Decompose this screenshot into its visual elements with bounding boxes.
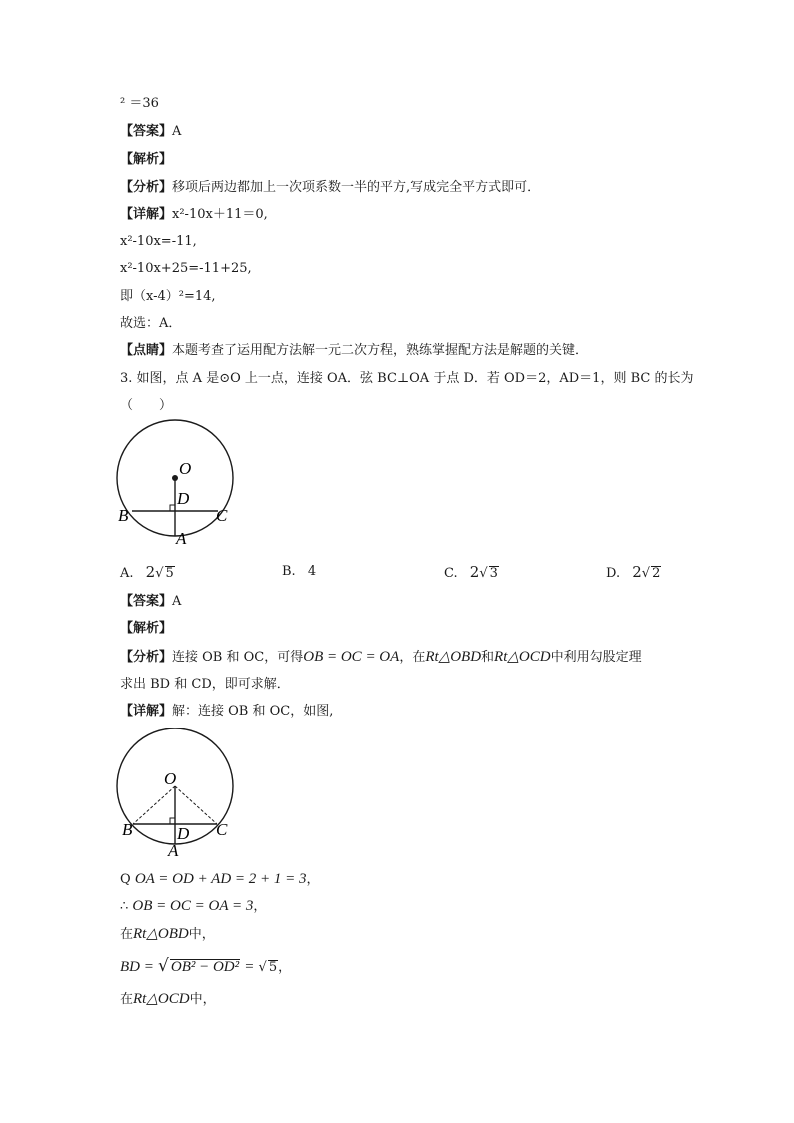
analysis-line	[120, 180, 540, 196]
label-o: O	[179, 459, 192, 478]
step-line: x²-10x=-11,	[120, 234, 197, 249]
detail-tag: 【详解】	[120, 704, 173, 719]
question-3-paren: （ ）	[120, 398, 173, 413]
option-d-label: D.	[606, 566, 621, 581]
analysis-tag: 【分析】	[120, 180, 173, 195]
label-o: O	[164, 769, 177, 788]
sqrt-sign: √	[479, 566, 488, 581]
option-a-radicand: 5	[165, 566, 174, 581]
analysis-equation: OB = OC = OA	[303, 649, 400, 665]
label-c: C	[216, 820, 228, 839]
label-b: B	[118, 506, 129, 525]
step-5-text: 在	[120, 992, 134, 1007]
step-line: 即（x-4）²=14,	[120, 289, 216, 304]
analysis-heading: 【解析】	[120, 152, 173, 167]
label-c: C	[216, 506, 228, 525]
option-c	[444, 564, 499, 582]
step-3	[120, 926, 215, 943]
answer-value: A	[172, 124, 182, 139]
step-3-text: 中，	[188, 927, 215, 942]
detail-text: x²-10x＋11＝0,	[172, 207, 268, 222]
answer-line-2	[120, 594, 181, 610]
right-angle-mark	[170, 505, 175, 511]
segment-ob	[133, 786, 175, 824]
analysis-text: ，在	[399, 650, 426, 665]
option-a	[120, 564, 175, 582]
option-d-coef: 2	[632, 563, 642, 581]
answer-tag: 【答案】	[120, 594, 173, 609]
sqrt-sign: √	[258, 960, 267, 975]
step-4-equals: =	[244, 959, 255, 975]
center-point	[172, 475, 178, 481]
option-c-coef: 2	[469, 563, 480, 581]
analysis-tag: 【分析】	[120, 650, 173, 665]
step-4-lhs: BD =	[120, 959, 154, 975]
triangle-obd: Rt△OBD	[133, 926, 189, 942]
analysis-continuation: 求出 BD 和 CD，即可求解．	[120, 677, 290, 692]
step-4-result: 5	[268, 960, 278, 975]
detail-line	[120, 207, 268, 223]
step-4-end: ，	[278, 960, 292, 975]
label-a: A	[168, 841, 179, 860]
label-d: D	[177, 489, 190, 508]
comment-line	[120, 343, 588, 359]
circle-figure-1	[112, 418, 242, 553]
segment-oc	[175, 786, 217, 824]
sqrt-sign: √	[155, 566, 164, 581]
sqrt-sign: √	[641, 566, 651, 581]
option-a-label: A.	[120, 566, 134, 581]
right-angle-mark	[170, 818, 175, 824]
triangle-obd: Rt△OBD	[425, 649, 482, 665]
step-line: 故选：A．	[120, 316, 182, 331]
step-2-equation: OB = OC = OA = 3	[132, 898, 254, 914]
step-2	[120, 898, 266, 915]
label-a: A	[176, 529, 187, 548]
analysis-line-2	[120, 649, 642, 666]
therefore-symbol: ∴	[120, 899, 129, 914]
step-1-end: ，	[306, 872, 320, 887]
option-b-label: B.	[282, 564, 296, 579]
step-4-radicand: OB² − OD²	[170, 959, 240, 975]
option-b-value: 4	[307, 564, 317, 579]
comment-text: 本题考查了运用配方法解一元二次方程，熟练掌握配方法是解题的关键．	[172, 343, 589, 358]
sqrt-sign: √	[158, 956, 169, 976]
step-2-end: ，	[253, 899, 267, 914]
answer-line	[120, 124, 181, 140]
detail-text: 解：连接 OB 和 OC，如图,	[172, 704, 334, 719]
step-line: x²-10x+25=-11+25,	[120, 261, 252, 276]
answer-value: A	[172, 594, 182, 609]
analysis-text: 连接 OB 和 OC，可得	[172, 650, 304, 665]
option-c-radicand: 3	[489, 566, 498, 581]
detail-line-2	[120, 704, 333, 720]
step-5	[120, 991, 216, 1008]
option-a-coef: 2	[145, 563, 156, 581]
option-b	[282, 564, 316, 580]
step-5-text: 中，	[189, 992, 216, 1007]
because-symbol: Q	[120, 872, 131, 887]
analysis-heading-2: 【解析】	[120, 621, 173, 636]
step-3-text: 在	[120, 927, 134, 942]
detail-tag: 【详解】	[120, 207, 173, 222]
analysis-text: 移项后两边都加上一次项系数一半的平方,写成完全平方式即可．	[172, 180, 541, 195]
triangle-ocd: Rt△OCD	[133, 991, 190, 1007]
option-d-radicand: 2	[652, 566, 661, 581]
option-c-label: C.	[444, 566, 458, 581]
step-1	[120, 871, 320, 888]
label-b: B	[122, 820, 133, 839]
comment-tag: 【点睛】	[120, 343, 173, 358]
analysis-text: 和	[481, 650, 495, 665]
text-line: ² ＝36	[120, 96, 159, 111]
option-d	[606, 564, 661, 582]
question-3: 3. 如图，点 A 是⊙O 上一点，连接 OA．弦 BC⊥OA 于点 D．若 OD＝2，AD＝1，则 BC 的长为	[120, 371, 694, 386]
answer-tag: 【答案】	[120, 124, 173, 139]
circle-figure-2	[112, 728, 242, 860]
triangle-ocd: Rt△OCD	[494, 649, 551, 665]
step-1-equation: OA = OD + AD = 2 + 1 = 3	[134, 871, 307, 887]
label-d: D	[177, 824, 190, 843]
analysis-text: 中利用勾股定理	[550, 650, 642, 665]
step-4	[120, 958, 291, 976]
